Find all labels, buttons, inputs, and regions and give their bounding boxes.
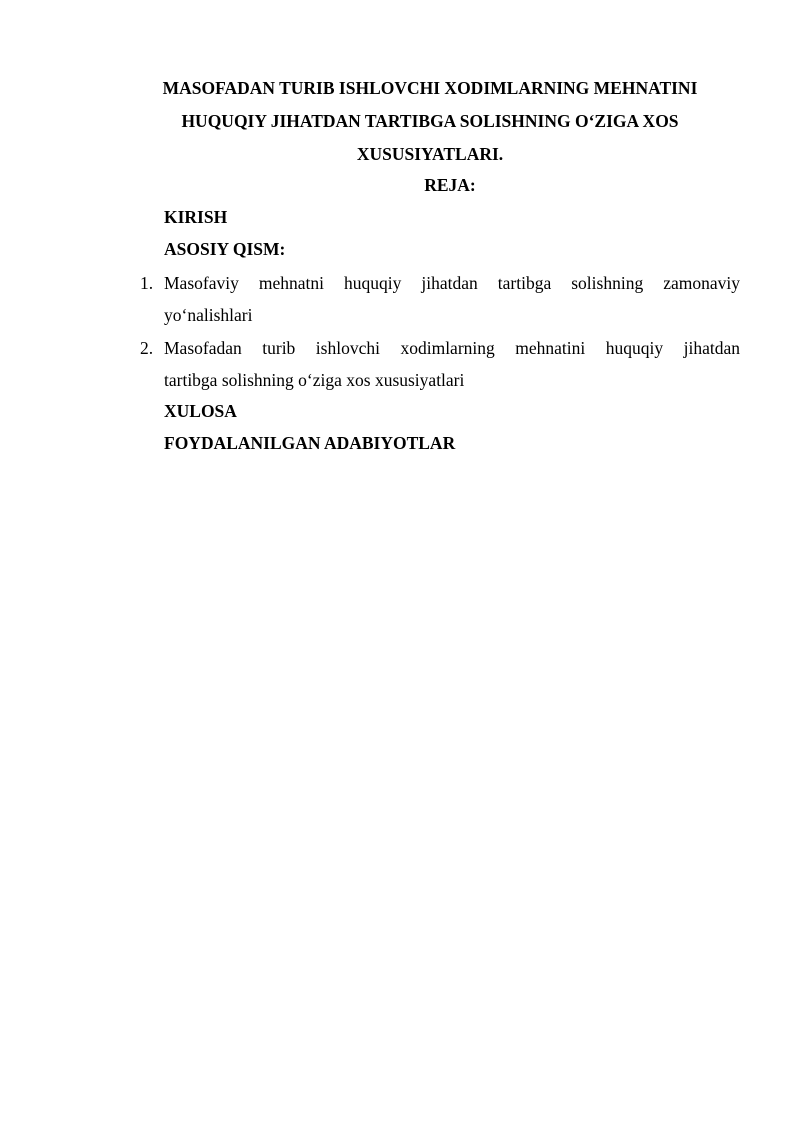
section-references: FOYDALANILGAN ADABIYOTLAR	[164, 433, 456, 453]
section-intro: KIRISH	[164, 207, 228, 227]
plan-item-text	[164, 267, 740, 331]
document-title	[120, 72, 740, 171]
title-line-2: HUQUQIY JIHATDAN TARTIBGA SOLISHNING O‘ZIGA XOS	[181, 111, 679, 131]
title-line-1: MASOFADAN TURIB ISHLOVCHI XODIMLARNING MEHNATINI	[162, 78, 698, 98]
plan-item-text	[164, 332, 740, 396]
plan-item-1	[140, 267, 740, 331]
section-conclusion: XULOSA	[164, 401, 237, 421]
plan-item-line: tartibga solishning o‘ziga xos xususiyatlari	[164, 370, 465, 390]
plan-item-line: Masofaviy mehnatni huquqiy jihatdan tartibga solishning zamonaviy	[164, 273, 740, 293]
section-main-part: ASOSIY QISM:	[164, 239, 286, 259]
plan-heading: REJA:	[424, 175, 476, 195]
plan-item-line: Masofadan turib ishlovchi xodimlarning mehnatini huquqiy jihatdan	[164, 338, 740, 358]
plan-item-line: yo‘nalishlari	[164, 305, 253, 325]
plan-item-2	[140, 332, 740, 396]
title-line-3: XUSUSIYATLARI.	[356, 144, 504, 164]
plan-item-number: 2.	[140, 338, 154, 358]
plan-item-number: 1.	[140, 273, 154, 293]
